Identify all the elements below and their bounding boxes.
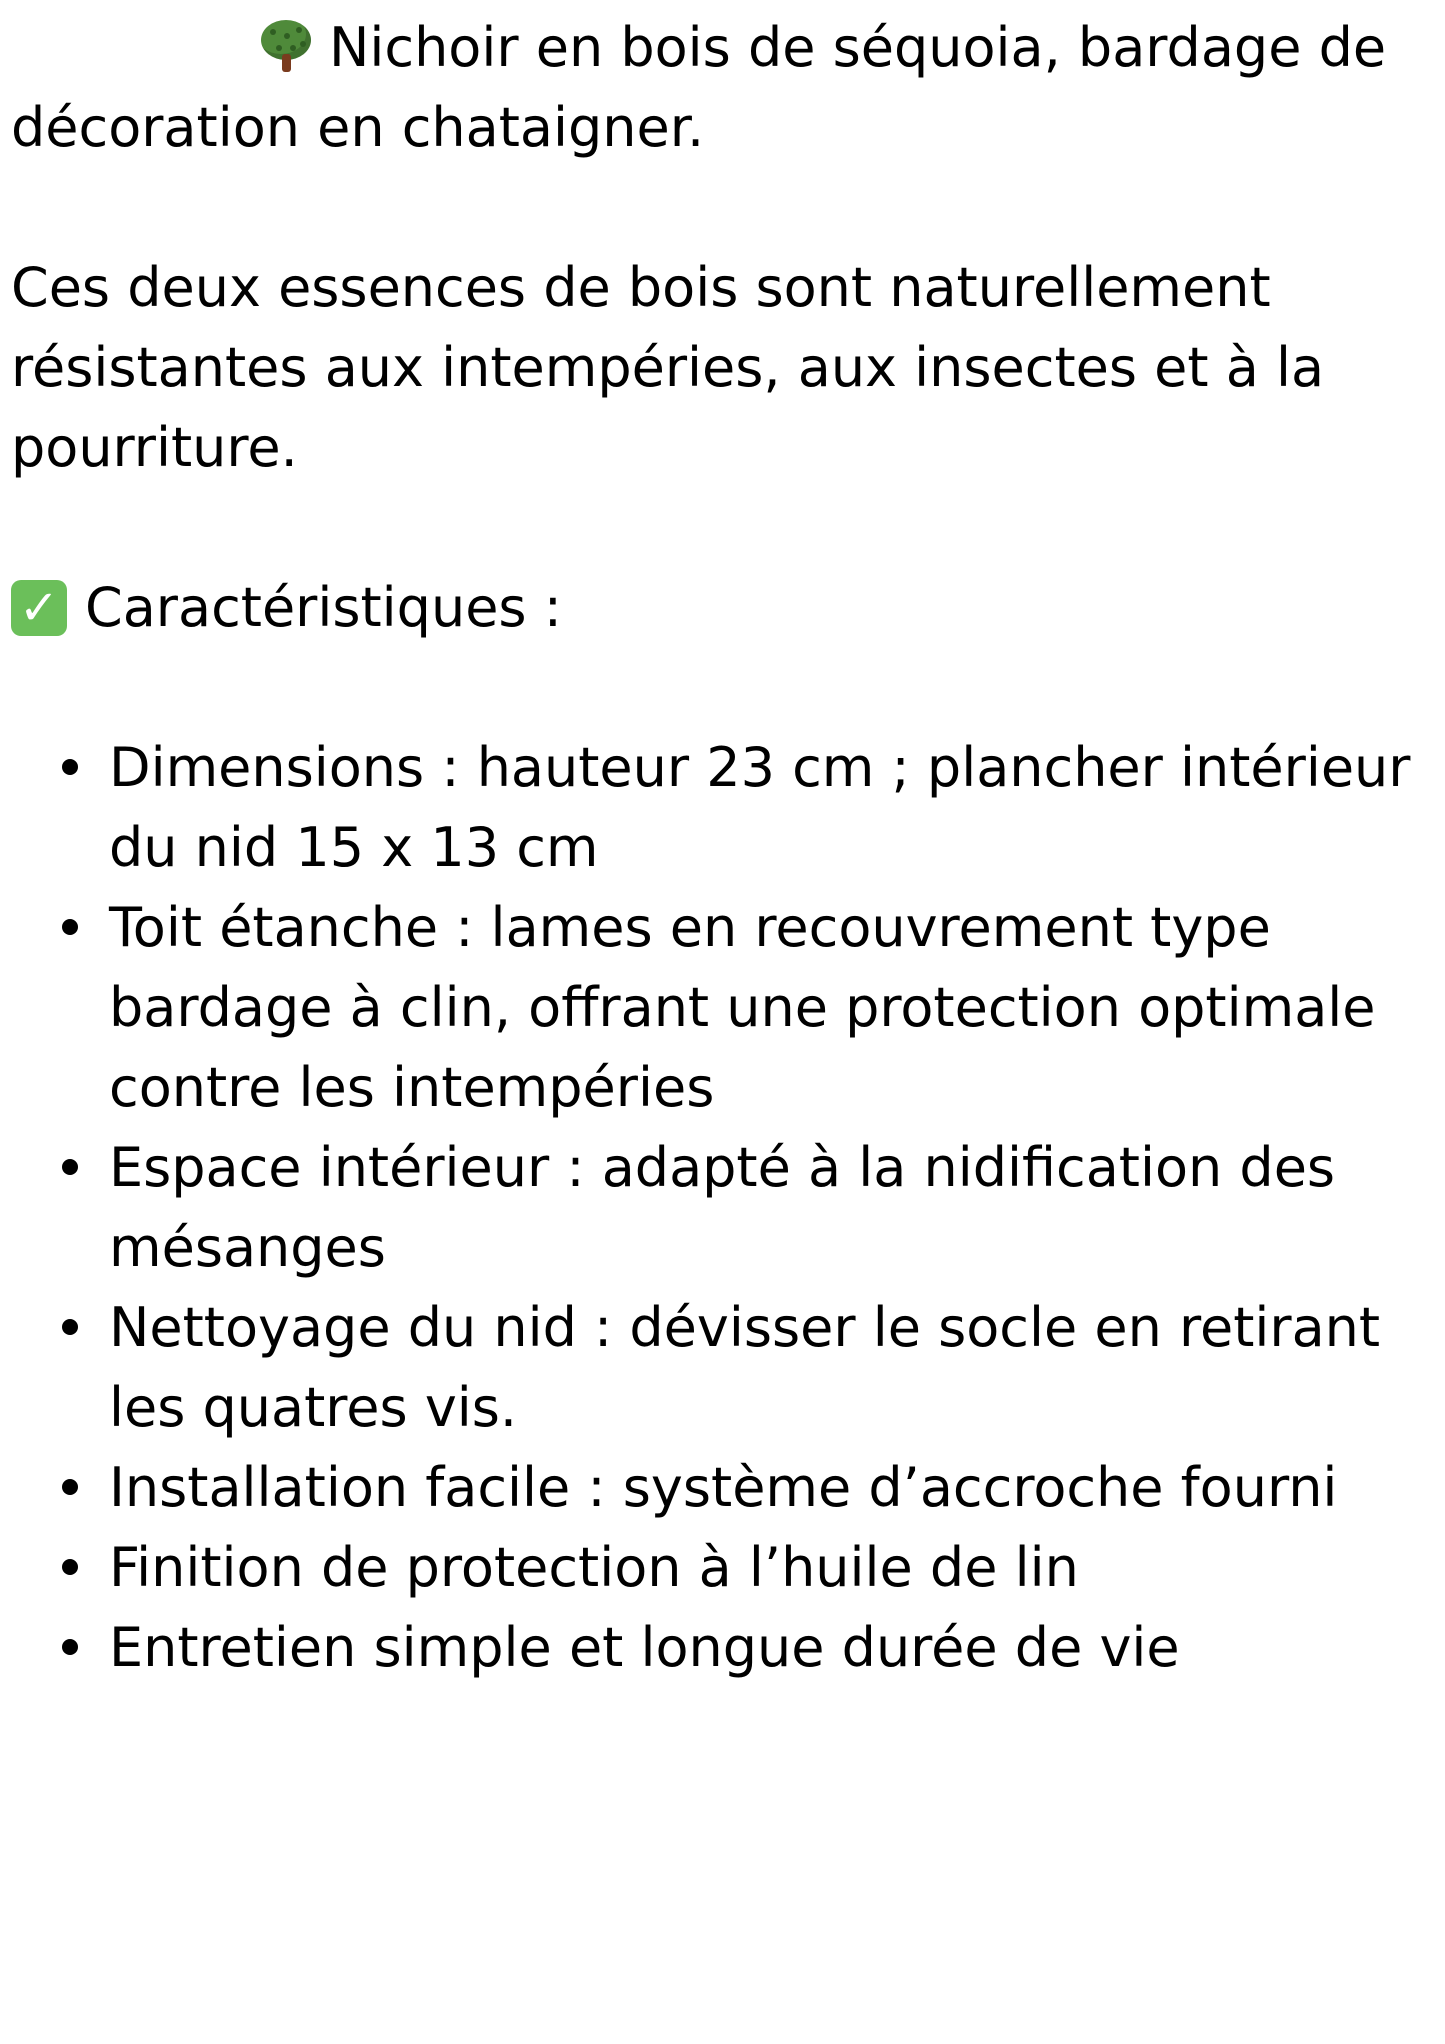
features-heading: Caractéristiques :	[85, 576, 562, 639]
list-item: Espace intérieur : adapté à la nidification des mésanges	[11, 1128, 1445, 1288]
list-item: Entretien simple et longue durée de vie	[11, 1608, 1445, 1688]
intro-title: Nichoir en bois de séquoia, bardage de décoration en chataigner.	[11, 16, 1387, 159]
paragraph-spacer	[11, 488, 1431, 568]
features-list	[11, 728, 1431, 1688]
check-mark-icon: ✓	[11, 580, 67, 636]
intro-title-paragraph	[11, 8, 1431, 168]
list-item: Nettoyage du nid : dévisser le socle en retirant les quatres vis.	[11, 1288, 1445, 1448]
features-heading-line	[11, 568, 1431, 648]
paragraph-spacer	[11, 168, 1431, 248]
product-description	[11, 8, 1431, 1688]
paragraph-spacer	[11, 648, 1431, 728]
intro-description: Ces deux essences de bois sont naturellement résistantes aux intempéries, aux insectes et à la pourriture.	[11, 256, 1325, 479]
list-item: Toit étanche : lames en recouvrement type bardage à clin, offrant une protection optimale contre les intempéries	[11, 888, 1445, 1128]
list-item: Installation facile : système d’accroche fourni	[11, 1448, 1445, 1528]
list-item: Finition de protection à l’huile de lin	[11, 1528, 1445, 1608]
tree-icon	[261, 16, 311, 74]
list-item: Dimensions : hauteur 23 cm ; plancher intérieur du nid 15 x 13 cm	[11, 728, 1445, 888]
